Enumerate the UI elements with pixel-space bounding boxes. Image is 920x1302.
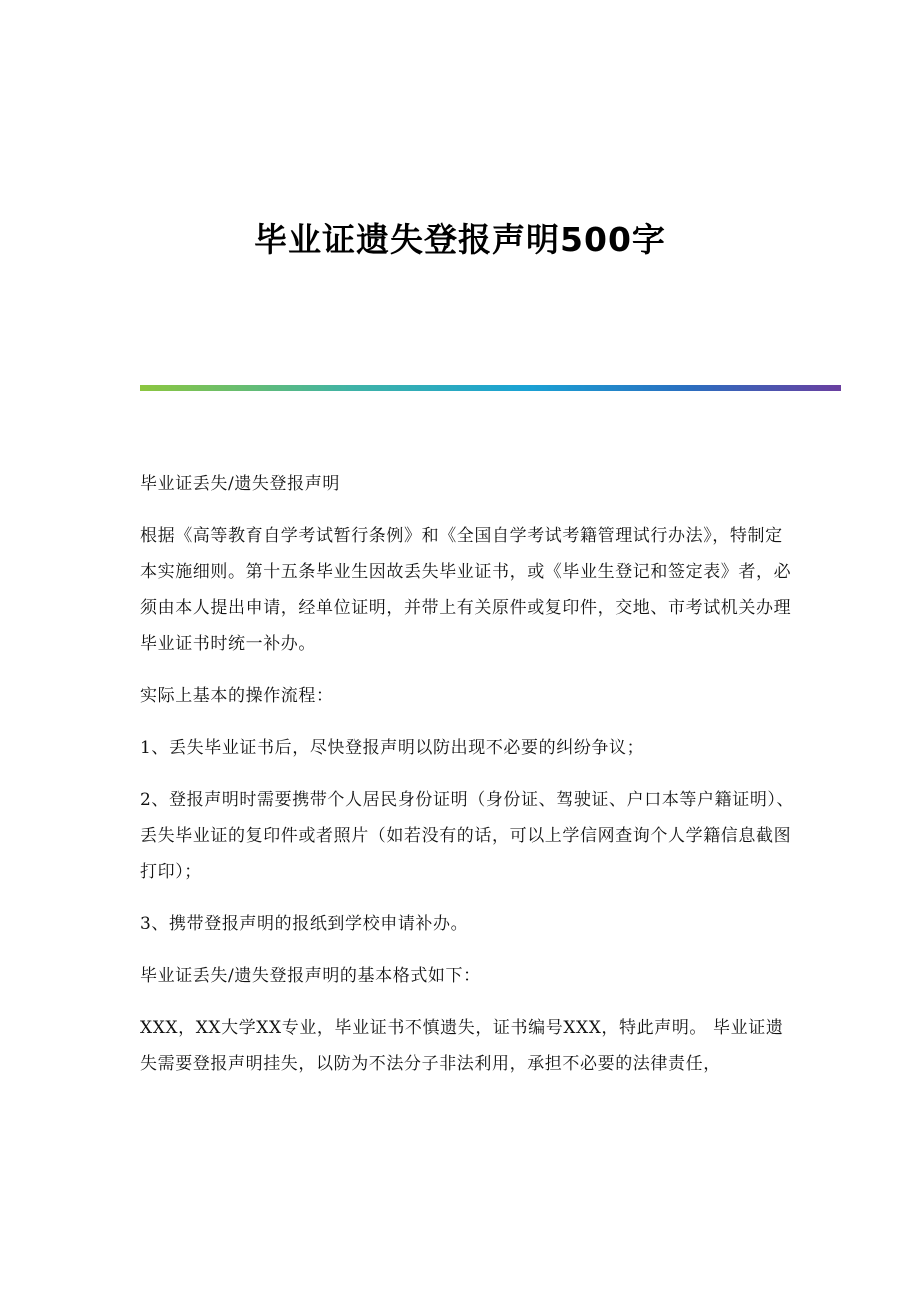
paragraph-heading: 毕业证丢失/遗失登报声明 — [140, 474, 340, 494]
document-body — [140, 466, 800, 1098]
paragraph-process-intro: 实际上基本的操作流程： — [140, 686, 334, 706]
paragraph-format-intro: 毕业证丢失/遗失登报声明的基本格式如下： — [140, 966, 481, 986]
paragraph-format-example: XXX，XX大学XX专业，毕业证书不慎遗失，证书编号XXX，特此声明。 毕业证遗失需要登报声明挂失，以防为不法分子非法利用，承担不必要的法律责任， — [140, 1018, 784, 1074]
paragraph-regulation: 根据《高等教育自学考试暂行条例》和《全国自学考试考籍管理试行办法》，特制定本实施细则。第十五条毕业生因故丢失毕业证书，或《毕业生登记和签定表》者，必须由本人提出申请，经单位证明，并带上有关原件或复印件，交地、市考试机关办理毕业证书时统一补办。 — [140, 526, 792, 654]
paragraph-step-2: 2、登报声明时需要携带个人居民身份证明（身份证、驾驶证、户口本等户籍证明）、丢失毕业证的复印件或者照片（如若没有的话，可以上学信网查询个人学籍信息截图打印）； — [140, 790, 795, 882]
paragraph-step-1: 1、丢失毕业证书后，尽快登报声明以防出现不必要的纠纷争议； — [140, 738, 645, 758]
gradient-divider — [140, 385, 841, 391]
document-title: 毕业证遗失登报声明500字 — [254, 220, 666, 259]
paragraph-step-3: 3、携带登报声明的报纸到学校申请补办。 — [140, 914, 469, 934]
